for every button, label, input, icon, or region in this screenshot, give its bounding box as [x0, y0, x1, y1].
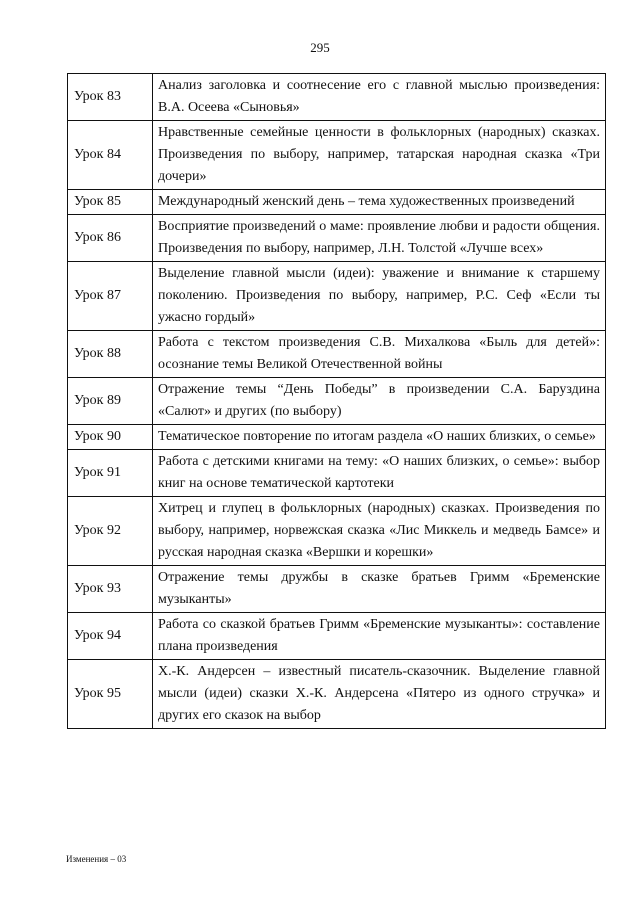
lesson-description: Хитрец и глупец в фольклорных (народных) сказках. Произведения по выбору, например, норвежская сказка «Лис Миккель и медведь Бамсе» и русская народная сказка «Вершки и корешки»: [153, 497, 606, 566]
table-row: [68, 660, 606, 729]
lesson-number: Урок 83: [68, 74, 153, 121]
table-row: [68, 566, 606, 613]
table-row: [68, 331, 606, 378]
lesson-number: Урок 92: [68, 497, 153, 566]
page-number: 295: [310, 40, 330, 55]
table-row: [68, 190, 606, 215]
lesson-description: Международный женский день – тема художественных произведений: [153, 190, 606, 215]
lesson-description: Анализ заголовка и соотнесение его с главной мыслью произведения: В.А. Осеева «Сыновья»: [153, 74, 606, 121]
lesson-description: Тематическое повторение по итогам раздела «О наших близких, о семье»: [153, 425, 606, 450]
table-row: [68, 450, 606, 497]
lesson-number: Урок 86: [68, 215, 153, 262]
lesson-description: Отражение темы “День Победы” в произведении С.А. Баруздина «Салют» и других (по выбору): [153, 378, 606, 425]
lesson-description: Нравственные семейные ценности в фольклорных (народных) сказках. Произведения по выбору, например, татарская народная сказка «Три дочери»: [153, 121, 606, 190]
table-row: [68, 613, 606, 660]
lesson-description: Восприятие произведений о маме: проявление любви и радости общения. Произведения по выбору, например, Л.Н. Толстой «Лучше всех»: [153, 215, 606, 262]
lesson-number: Урок 94: [68, 613, 153, 660]
lesson-table: [67, 73, 606, 729]
lesson-description: Выделение главной мысли (идеи): уважение и внимание к старшему поколению. Произведения по выбору, например, Р.С. Сеф «Если ты ужасно гордый»: [153, 262, 606, 331]
lesson-number: Урок 88: [68, 331, 153, 378]
lesson-description: Х.-К. Андерсен – известный писатель-сказочник. Выделение главной мысли (идеи) сказки Х.-К. Андерсена «Пятеро из одного стручка» и других его сказок на выбор: [153, 660, 606, 729]
table-row: [68, 497, 606, 566]
lesson-number: Урок 90: [68, 425, 153, 450]
revision-note: Изменения – 03: [66, 854, 127, 864]
lesson-number: Урок 91: [68, 450, 153, 497]
lesson-description: Работа с детскими книгами на тему: «О наших близких, о семье»: выбор книг на основе тематической картотеки: [153, 450, 606, 497]
table-row: [68, 425, 606, 450]
table-row: [68, 215, 606, 262]
table-row: [68, 121, 606, 190]
lesson-number: Урок 89: [68, 378, 153, 425]
table-row: [68, 74, 606, 121]
lesson-number: Урок 95: [68, 660, 153, 729]
lesson-number: Урок 85: [68, 190, 153, 215]
lesson-description: Работа с текстом произведения С.В. Михалкова «Быль для детей»: осознание темы Великой Отечественной войны: [153, 331, 606, 378]
table-row: [68, 262, 606, 331]
lesson-description: Работа со сказкой братьев Гримм «Бременские музыканты»: составление плана произведения: [153, 613, 606, 660]
table-row: [68, 378, 606, 425]
lesson-number: Урок 87: [68, 262, 153, 331]
lesson-number: Урок 93: [68, 566, 153, 613]
lesson-description: Отражение темы дружбы в сказке братьев Гримм «Бременские музыканты»: [153, 566, 606, 613]
lesson-number: Урок 84: [68, 121, 153, 190]
